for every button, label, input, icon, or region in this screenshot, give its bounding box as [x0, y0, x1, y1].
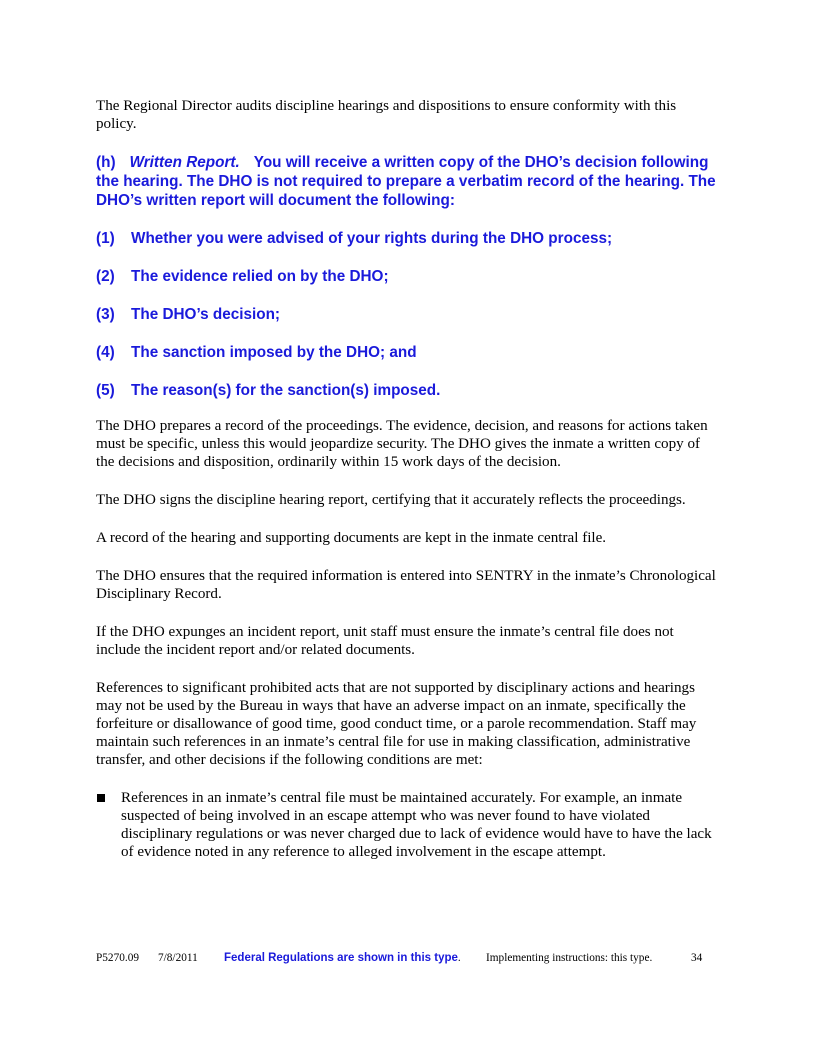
- fed-item-number: (1): [96, 230, 115, 247]
- fed-item: [96, 343, 720, 362]
- footer-doc-id: P5270.09: [96, 952, 139, 964]
- page-number: 34: [691, 952, 703, 964]
- fed-item: [96, 267, 720, 286]
- bullet-text: References in an inmate’s central file must be maintained accurately. For example, an inmate suspected of being involved in an escape attempt who was never found to have violated disciplinary regulations or was never charged due to lack of evidence would have to have the lack of evidence noted in any reference to alleged involvement in the escape attempt.: [121, 790, 712, 860]
- fed-item: [96, 305, 720, 324]
- fed-item-text: Whether you were advised of your rights during the DHO process;: [131, 230, 613, 247]
- bullet-item: [96, 789, 720, 861]
- fed-item-number: (5): [96, 382, 115, 399]
- square-bullet-icon: [96, 789, 121, 861]
- paragraph-references: References to significant prohibited acts that are not supported by disciplinary actions and hearings may not be used by the Bureau in ways that have an adverse impact on an inmate, specifically the forfeiture or disallowance of good time, good conduct time, or a parole recommendation. Staff may maintain such references in an inmate’s central file for use in making classification, administrative transfer, and other decisions if the following conditions are met:: [96, 680, 697, 768]
- paragraph-audit: The Regional Director audits discipline hearings and dispositions to ensure conformity with this policy.: [96, 98, 677, 132]
- fed-item: [96, 229, 720, 248]
- footer-date: 7/8/2011: [158, 952, 198, 964]
- footer-fed-period: .: [457, 952, 461, 964]
- paragraph-record: The DHO prepares a record of the proceedings. The evidence, decision, and reasons for actions taken must be specific, unless this would jeopardize security. The DHO gives the inmate a written copy of the decisions and disposition, ordinarily within 15 work days of the decision.: [96, 418, 708, 470]
- document-body: [96, 97, 720, 861]
- fed-item-text: The sanction imposed by the DHO; and: [131, 344, 417, 361]
- fed-h-title: Written Report.: [129, 154, 240, 171]
- footer-fed-note: Federal Regulations are shown in this type: [224, 952, 458, 964]
- fed-h-text: You will receive a written copy of the DHO’s decision following the hearing. The DHO is not required to prepare a verbatim record of the hearing. The DHO’s written report will document the following:: [96, 154, 716, 209]
- fed-item-number: (4): [96, 344, 115, 361]
- footer-impl-note: Implementing instructions: this type.: [486, 952, 653, 964]
- paragraph-expunge: If the DHO expunges an incident report, unit staff must ensure the inmate’s central file does not include the incident report and/or related documents.: [96, 624, 674, 658]
- paragraph-signs: The DHO signs the discipline hearing report, certifying that it accurately reflects the proceedings.: [96, 492, 686, 508]
- fed-item-number: (3): [96, 306, 115, 323]
- fed-item-text: The evidence relied on by the DHO;: [131, 268, 389, 285]
- paragraph-kept: A record of the hearing and supporting documents are kept in the inmate central file.: [96, 530, 607, 546]
- fed-item-text: The reason(s) for the sanction(s) imposed.: [131, 382, 441, 399]
- fed-item-number: (2): [96, 268, 115, 285]
- paragraph-sentry: The DHO ensures that the required information is entered into SENTRY in the inmate’s Chronological Disciplinary Record.: [96, 568, 716, 602]
- fed-item-text: The DHO’s decision;: [131, 306, 281, 323]
- fed-regulation-h: [96, 153, 720, 210]
- fed-item: [96, 381, 720, 400]
- footer-fed-note-wrap: [224, 952, 461, 964]
- fed-h-label: (h): [96, 154, 116, 171]
